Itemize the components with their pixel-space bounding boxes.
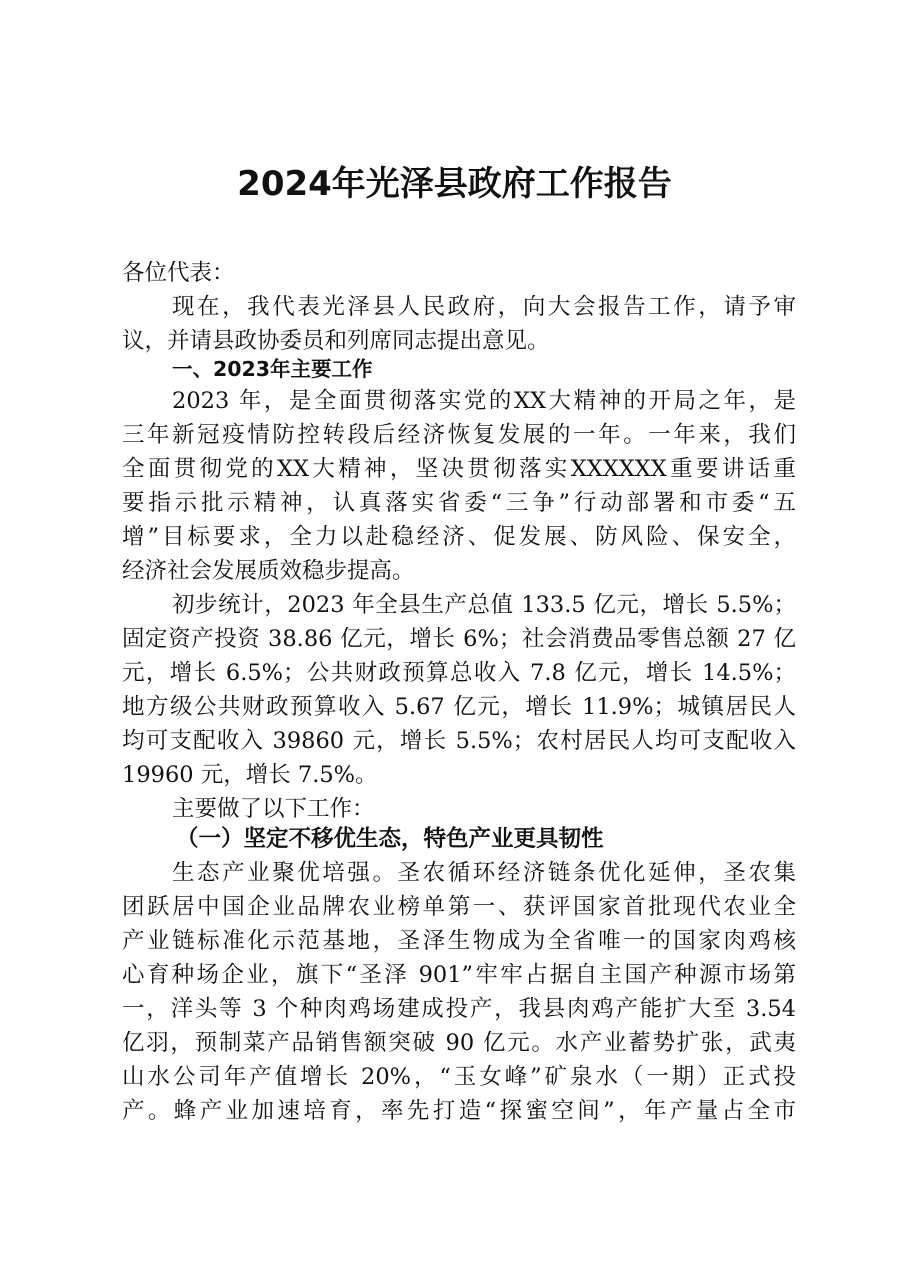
salutation: 各位代表： — [122, 260, 235, 286]
paragraph-line: 心育种场企业，旗下“圣泽 901”牢牢占据自主国产种源市场第 — [122, 962, 796, 988]
paragraph-line: 议，并请县政协委员和列席同志提出意见。 — [122, 328, 550, 354]
paragraph-line: 2023 年，是全面贯彻落实党的XX大精神的开局之年，是 — [172, 388, 796, 414]
paragraph-line: 初步统计，2023 年全县生产总值 133.5 亿元，增长 5.5%； — [172, 592, 796, 618]
paragraph-line: 一，洋头等 3 个种肉鸡场建成投产，我县肉鸡产能扩大至 3.54 — [122, 996, 796, 1022]
section-heading: 一、2023年主要工作 — [172, 357, 373, 381]
paragraph-line: 增”目标要求，全力以赴稳经济、促发展、防风险、保安全， — [122, 524, 796, 550]
paragraph-line: 产。蜂产业加速培育，率先打造“探蜜空间”，年产量占全市 — [122, 1098, 796, 1124]
paragraph-line: 主要做了以下工作： — [172, 796, 375, 822]
paragraph-line: 经济社会发展质效稳步提高。 — [122, 558, 415, 584]
paragraph-line: 三年新冠疫情防控转段后经济恢复发展的一年。一年来，我们 — [122, 422, 796, 448]
paragraph-line: 均可支配收入 39860 元，增长 5.5%；农村居民人均可支配收入 — [122, 728, 796, 754]
paragraph-line: 全面贯彻党的XX大精神，坚决贯彻落实XXXXXX重要讲话重 — [122, 456, 796, 482]
paragraph-line: 产业链标准化示范基地，圣泽生物成为全省唯一的国家肉鸡核 — [122, 928, 796, 954]
subsection-heading: （一）坚定不移优生态，特色产业更具韧性 — [176, 826, 604, 852]
paragraph-line: 团跃居中国企业品牌农业榜单第一、获评国家首批现代农业全 — [122, 894, 796, 920]
paragraph-line: 地方级公共财政预算收入 5.67 亿元，增长 11.9%；城镇居民人 — [122, 694, 796, 720]
paragraph-line: 19960 元，增长 7.5%。 — [122, 762, 378, 788]
paragraph-line: 现在，我代表光泽县人民政府，向大会报告工作，请予审 — [172, 294, 796, 320]
paragraph-line: 元，增长 6.5%；公共财政预算总收入 7.8 亿元，增长 14.5%； — [122, 660, 796, 686]
paragraph-line: 生态产业聚优培强。圣农循环经济链条优化延伸，圣农集 — [172, 860, 796, 886]
paragraph-line: 要指示批示精神，认真落实省委“三争”行动部署和市委“五 — [122, 490, 796, 516]
paragraph-line: 山水公司年产值增长 20%，“玉女峰”矿泉水（一期）正式投 — [122, 1064, 796, 1090]
paragraph-line: 亿羽，预制菜产品销售额突破 90 亿元。水产业蓄势扩张，武夷 — [122, 1030, 796, 1056]
document-title: 2024年光泽县政府工作报告 — [237, 164, 672, 204]
paragraph-line: 固定资产投资 38.86 亿元，增长 6%；社会消费品零售总额 27 亿 — [122, 626, 796, 652]
